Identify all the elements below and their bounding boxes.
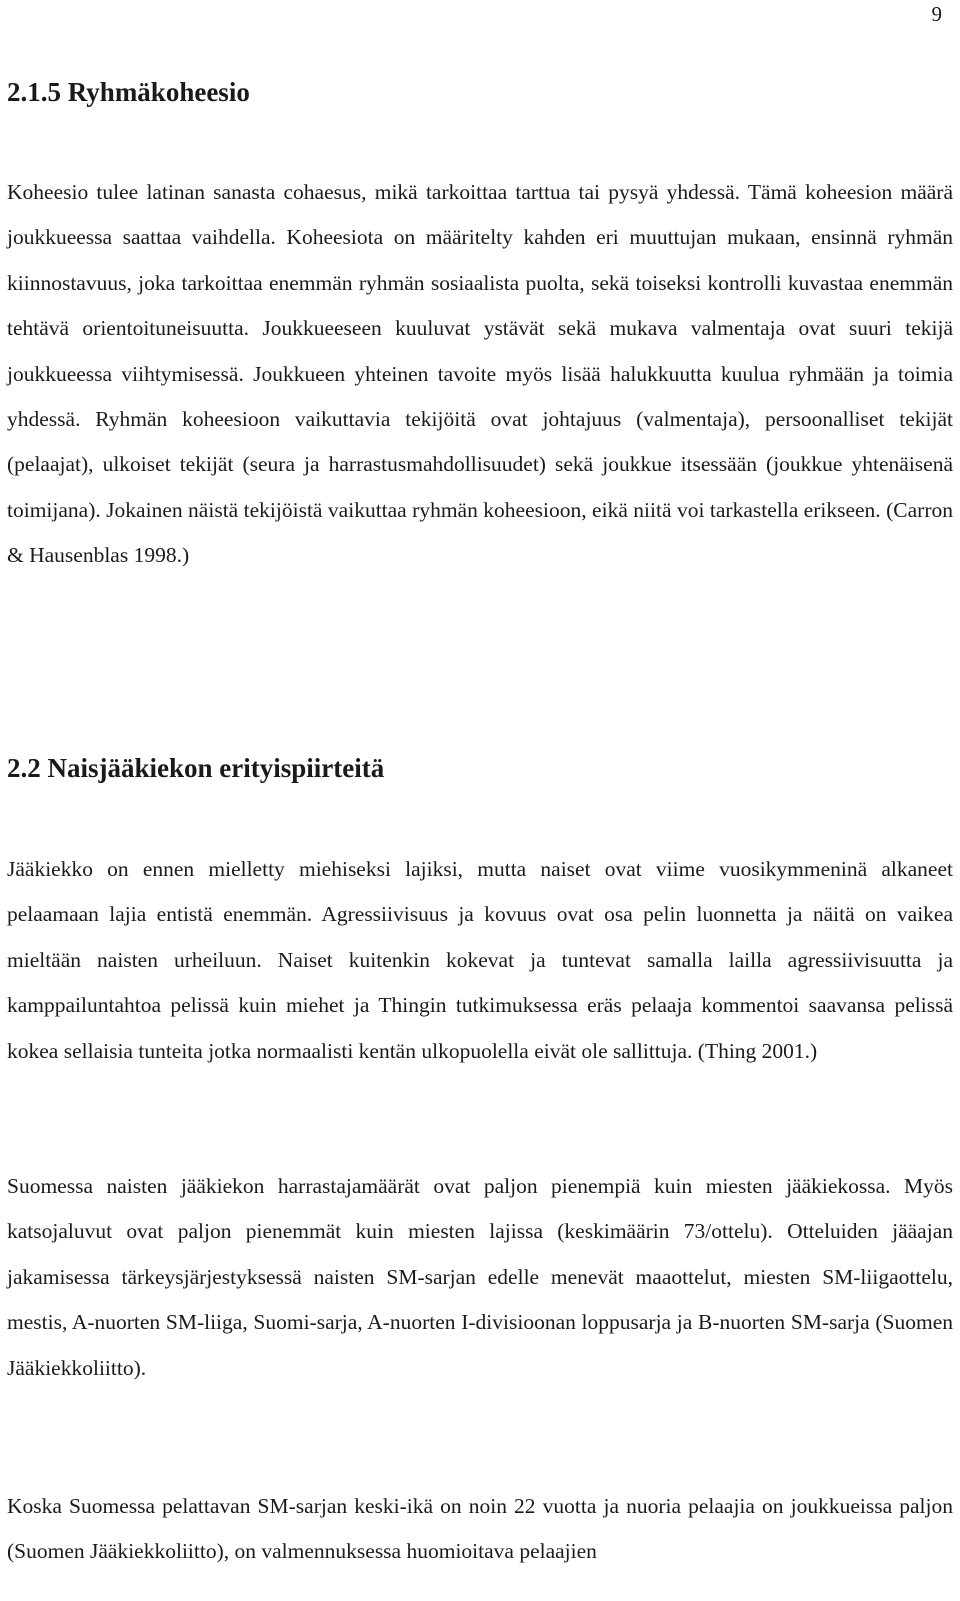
section-heading-naisjaakiekko: 2.2 Naisjääkiekon erityispiirteitä — [7, 753, 385, 783]
paragraph: Koheesio tulee latinan sanasta cohaesus, mikä tarkoittaa tarttua tai pysyä yhdessä. Tämä koheesion määrä joukkueessa saattaa vaihdella. Koheesiota on määritelty kahden eri muuttujan mukaan, ensinnä ryhmän kiinnostavuus, joka tarkoittaa enemmän ryhmän sosiaalista puolta, sekä toiseksi kontrolli kuvastaa enemmän tehtävä orientoituneisuutta. Joukkueeseen kuuluvat ystävät sekä mukava valmentaja ovat suuri tekijä joukkueessa viihtymisessä. Joukkueen yhteinen tavoite myös lisää halukkuutta kuulua ryhmään ja toimia yhdessä. Ryhmän koheesioon vaikuttavia tekijöitä ovat johtajuus (valmentaja), persoonalliset tekijät (pelaajat), ulkoiset tekijät (seura ja harrastusmahdollisuudet) sekä joukkue itsessään (joukkue yhtenäisenä toimijana). Jokainen näistä tekijöistä vaikuttaa ryhmän koheesioon, eikä niitä voi tarkastella erikseen. (Carron & Hausenblas 1998.) — [7, 180, 953, 568]
paragraph: Koska Suomessa pelattavan SM-sarjan keski-ikä on noin 22 vuotta ja nuoria pelaajia on joukkueissa paljon (Suomen Jääkiekkoliitto), on valmennuksessa huomioitava pelaajien — [7, 1494, 953, 1564]
paragraph: Jääkiekko on ennen mielletty miehiseksi lajiksi, mutta naiset ovat viime vuosikymmeninä alkaneet pelaamaan lajia entistä enemmän. Agressiivisuus ja kovuus ovat osa pelin luonnetta ja näitä on vaikea mieltään naisten urheiluun. Naiset kuitenkin kokevat ja tuntevat samalla lailla agressiivisuutta ja kamppailuntahtoa pelissä kuin miehet ja Thingin tutkimuksessa eräs pelaaja kommentoi saavansa pelissä kokea sellaisia tunteita jotka normaalisti kentän ulkopuolella eivät ole sallittuja. (Thing 2001.) — [7, 857, 953, 1063]
paragraph: Suomessa naisten jääkiekon harrastajamäärät ovat paljon pienempiä kuin miesten jääkiekossa. Myös katsojaluvut ovat paljon pienemmät kuin miesten lajissa (keskimäärin 73/ottelu). Otteluiden jääajan jakamisessa tärkeysjärjestyksessä naisten SM-sarjan edelle menevät maaottelut, miesten SM-liigaottelu, mestis, A-nuorten SM-liiga, Suomi-sarja, A-nuorten I-divisioonan loppusarja ja B-nuorten SM-sarja (Suomen Jääkiekkoliitto). — [7, 1174, 953, 1380]
page-number: 9 — [931, 2, 942, 26]
section-heading-ryhmakoheesio: 2.1.5 Ryhmäkoheesio — [7, 77, 250, 107]
